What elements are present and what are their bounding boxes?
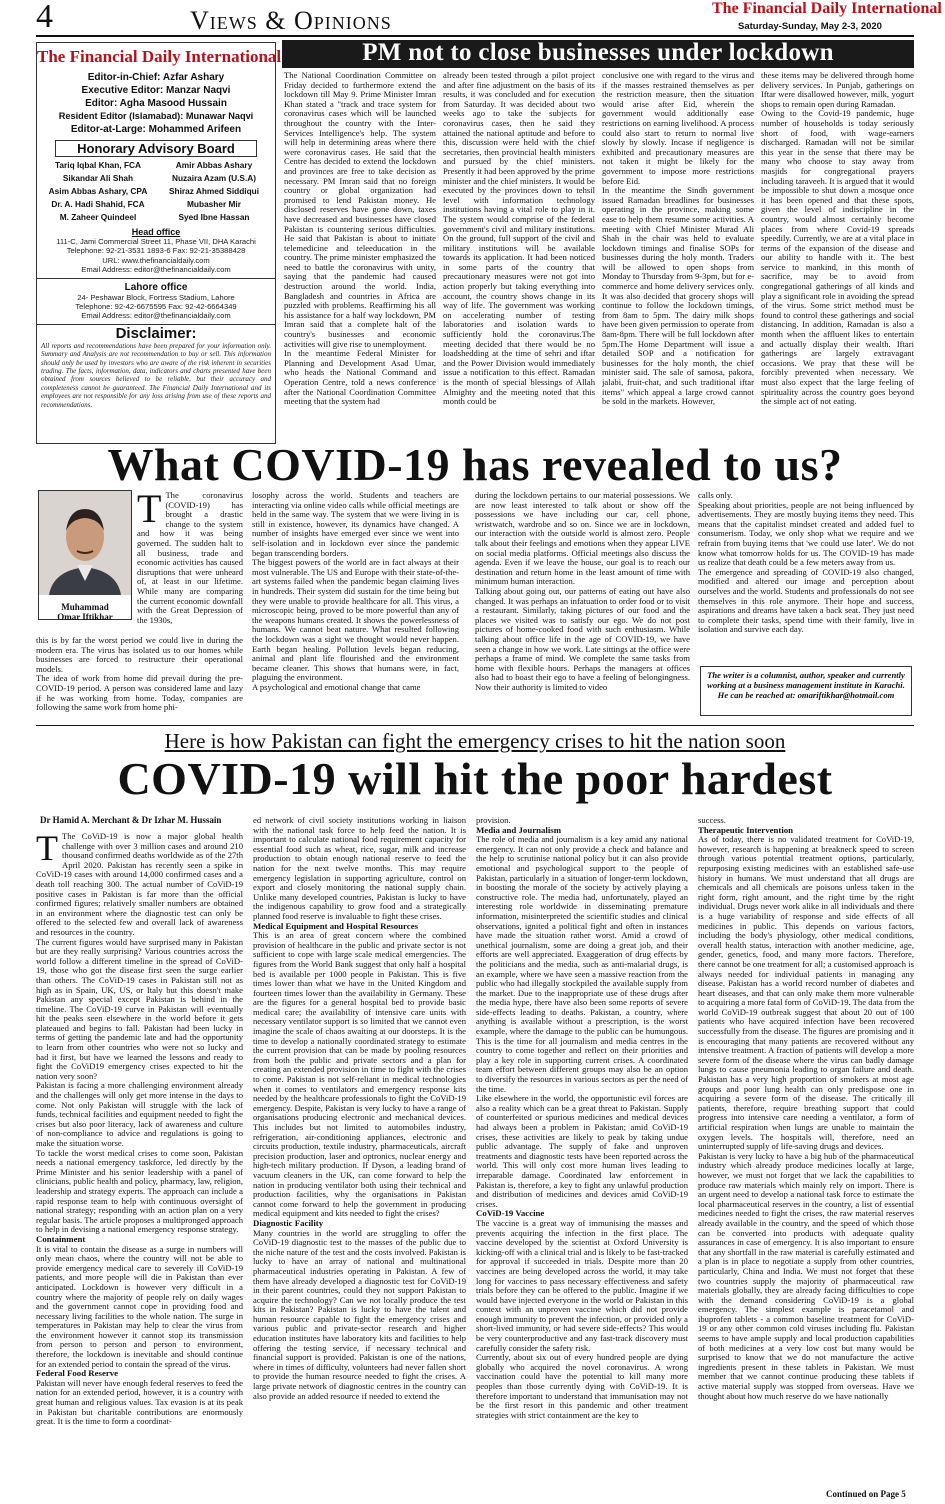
header-rule <box>36 35 914 37</box>
board-member: Tariq Iqbal Khan, FCA <box>54 160 142 170</box>
article3-intro: The CoViD-19 is now a major global health challenge with over 3 million cases and around 210 thousand confirmed deaths worldwide as of the 27th April 2020. Pakistan has recently seen a spike in CoViD-19 cases with around 14,000 confirmed cases and a death toll reaching 300. The actual number of CoViD-19 positive cases in Pakistan is far more than the official confirmed figures; relatively smaller numbers are obtained in an environment where the diagnostic test can only be offered to the selected few and overall lack of awareness and resources in the country. The current figures would have surprised many in Pakistan but are they really surprising? Various countries across the world follow a different timeline in the spread of CoViD-19, those who got the disease first seen the surge earlier than others. The CoViD-19 cases in Pakistan still not as high as in Spain, UK, US, or Italy but this doesn't make Pakistan any special except Pakistan is behind in the timeline. The CoViD-19 curve in Pakistan will eventually hit the peaks seen elsewhere in the world before it gets plateaued and begins to fall. Pakistan had been lucky in terms of getting the pandemic late and had the opportunity to learn from other countries who were not so lucky and had it first, but have we learned the lessons and ready to fight the CoViD19 emergency crises expected to hit the nation very soon? Pakistan is facing a more challenging environment already and the challenges will only get more intense in the days to come. Not only Pakistan will struggle with the lack of funds, technical facilities and equipment needed to fight the crises but also poor literacy, lack of awareness and culture of non-compliance to advice and regulations is going to make the situation worse. To tackle the worst medical crises to come soon, Pakistan needs a national emergency taskforce, led directly by the Prime Minister and his senior leadership with a panel of clinicians, public health and policy, pharmacy, law, religion, leadership and strategy experts. The approach can include a rapid response team to help with continuous oversight of national strategy; responding with an action plan on a very regular basis. The article proposes a multipronged approach to help in devising a national emergency response strategy. <box>36 832 243 1235</box>
article3-col3 <box>476 816 688 1502</box>
subhead-containment: Containment <box>36 1233 86 1244</box>
author-name: Muhammad Omar Iftikhar <box>57 602 113 622</box>
article2-col2: losophy across the world. Students and teachers are interacting via online video calls while official meetings are held in the same way. The system that we were living in is still in existence, however, its dynamics have changed. A number of insights have emerged ever since we went into self-isolation and in lockdown ever since the pandemic began transcending borders. The biggest powers of the world are in fact always at their most vulnerable. The US and Europe with their state-of-the-art systems failed when the pandemic began claiming lives in hundreds. Their system did sustain for the time being but they were unable to provide healthcare for all. This virus, a microscopic being, proved to be more powerful than any of the weapons humans created. It shows the powerlessness of humans. We cannot beat nature. What resulted following the lockdown was a sight we thought would never happen. Earth began healing. Pollution levels began reducing, animal and plant life flourished and the environment became cleaner. This shows that humans were, in fact, plaguing the environment. A psychological and emotional change that came <box>252 491 459 692</box>
board-member: M. Zaheer Quindeel <box>59 212 137 222</box>
article3-vaccine-text: The vaccine is a great way of immunising the masses and prevents acquiring the infection in the first place. The vaccine developed by the scientist at Oxford University is kicking-off with a clinical trial and is likely to be fast-tracked for approval if succeeded in trials. Despite more than 20 vaccines are being developed across the world, it may take long for vaccines to pass necessary effectiveness and safety trials before they can be offered to the public. Imagine if we would have injected everyone in the world or Pakistan in this context with an unproven vaccine which did not provide enough immunity to prevent the infection, or provided only a short-lived immunity, or had severe side-effects? This would be very counterproductive and any fast-track discovery must carefully consider the safety risk. Currently, about six out of every hundred people are dying globally who acquired the novel coronavirus. A wrong vaccination could have the potential to kill many more peoples than those currently dying with CoViD-19. It is therefore important to understand that immunisation may not be the first resort in this pandemic and other treatment strategies with strict containment are the key to <box>476 1217 688 1420</box>
address-line: Telephone: 92-42-6675595 Fax: 92-42-6664349 <box>75 302 237 312</box>
article3-col4 <box>698 816 914 1489</box>
article3-medical-text: This is an area of great concern where the combined provision of healthcare in the public and private sector is not sufficient to cope with large scale medical emergencies. The figures from the World Bank suggest that only half a hospital bed is available per 1000 people in Pakistan. This is five times lower than what we have in the United Kingdom and fourteen times lower than the availability in Germany. These are the figures for a general hospital bed to provide basic medical care; the availability of intensive care units with necessary ventilator support is so limited that we cannot even imagine the scale of chaos awaiting at our doorsteps. It is the time to develop a nationally coordinated strategy to estimate the current provision that can be made by pooling resources from both the public and private sectors and a plan for creating an extended provision in time to fight with the crises to come. Pakistan is not self-reliant in medical technologies when it comes to ventilators and emergency response kits needed by the healthcare professionals to fight the CoViD-19 emergency. Despite, Pakistan is very lucky to have a range of organisations producing electronic and mechanical devices. This includes but not limited to automobiles industry, refrigeration, air-conditioning appliances, electronic and circuits production, textile industry, pharmaceuticals, aircraft precision production, laser and optronics, nuclear energy and high-tech military production. If Dyson, a leading brand of vacuum cleaners in the UK, can come forward to help the nation in producing ventilator both using their technical and production facilities, why the organisations in Pakistan cannot come forward to help the government in producing medical equipment and kits needed to fight the crises? <box>253 930 466 1219</box>
head-office-title: Head office <box>131 227 181 237</box>
article2-col4: calls only. Speaking about priorities, people are not being influenced by advertisements. They are mostly buying items they need. This means that the capitalist mindset created and added fuel to consumerism. Today, we only shop what we require and we refrain from buying items that 'we could use later'. We do not know what tomorrow holds for us. The COVID-19 has made us realize that death could be a few meters away from us. The emergence and spreading of COVID-19 also changed, modified and altered our image and perception about ourselves and the world. Students and professionals do not see themselves in this role anymore. Their hope and success, aspirations and dreams have taken a back seat. They just need to complete their tasks, spend time with their family, live in isolation and survive each day. <box>698 491 914 635</box>
subhead-food-reserve: Federal Food Reserve <box>36 1368 119 1379</box>
article3-col3-text: provision. <box>476 816 511 825</box>
board-member: Syed Ibne Hassan <box>178 212 250 222</box>
article3-containment-text: It is vital to contain the disease as a surge in numbers will only mean chaos, where the country will not be able to provide emergency medical care to severely ill CoViD-19 patients, and more people will die in Pakistan than ever anticipated. Lockdown is however very difficult in a country where the majority of people rely on daily wages and the government cannot cope in providing food and necessary living facilities to the whole nation. The surge in temperatures in Pakistan may help to clear the virus from the environment however it cannot stop its transmission from person to person and person to environment, therefore, the lockdown is inevitable and should continue for an extended period to contain the spread of the virus. <box>36 1243 243 1369</box>
article2-intro: The coronavirus (COVID-19) has brought a drastic change to the system and how it was being governed. The sudden halt to all business, trade and economic activities has caused disruptions that were unheard of, at least in our lifetime. While many are comparing the current economic downfall with the Great Depression of the 1930s, <box>137 491 243 625</box>
continued-link[interactable]: Continued on Page 5 <box>826 1489 906 1499</box>
board-member: Asim Abbas Ashary, CPA <box>48 186 148 196</box>
board-member: Mubasher Mir <box>187 199 241 209</box>
staff-line: Editor: Agha Masood Hussain <box>85 98 227 109</box>
author-photo-frame <box>38 490 132 620</box>
article3-col4-text: success. <box>698 816 726 825</box>
section-rule <box>36 725 914 726</box>
section-title: Views & Opinions <box>190 6 392 35</box>
address-line: 24- Peshawar Block, Fortress Stadium, Lahore <box>77 292 235 302</box>
masthead-title: The Financial Daily International <box>37 47 282 66</box>
article3-kicker: Here is how Pakistan can fight the emergency crises to hit the nation soon <box>164 729 786 753</box>
article3-col1 <box>36 832 243 1502</box>
staff-line: Editor-in-Chief: Azfar Ashary <box>87 72 225 83</box>
board-member: Nuzaira Azam (U.S.A) <box>171 173 257 183</box>
email-line: Email Address: editor@thefinancialdaily.com <box>81 265 231 275</box>
article3-byline: Dr Hamid A. Merchant & Dr Izhar M. Hussain <box>40 815 222 825</box>
article3-therapeutic-text: As of today, there is no validated treatment for CoViD-19, however, research is happening at breakneck speed to screen through various potential treatment options, particularly, repurposing existing medicines with an established safe-use history in humans. We must understand that all drugs are chemicals and all chemicals are poisons unless taken in the right form, right amount, and the right time by the right individual. Drugs never work alike in all individuals and there is a huge variability of response and side effects of all medicines in public. This depends on various factors, including the body's physiology, other medical conditions, overall health status, interaction with another medicine, age, gender, genetics, food, and many more factors. Therefore, there cannot be one treatment for all; a customised approach is always needed for individual patients in managing any disease. Pakistan has a world record number of diabetes and heart diseases, and that can only make them more vulnerable to acquiring a more fatal form of CoViD-19. The data from the world CoViD-19 outbreak suggest that about 20 out of 100 patients who have acquired infection have been recovered successfully from the disease. The figures are promising and it is encouraging that many patients are recovered without any intensive treatment. A fraction of patients will develop a more severe form of the disease where the virus can badly damage lungs to cause pneumonia leading to organ failure and death. Pakistan has a very high proportion of smokers at most age groups and poor lung health can only predispose one in acquiring a severe form of the disease. The critically ill patients, therefore, require breathing support that could progress into intensive care needing a ventilator, a form of artificial respiration when lungs are unable to maintain the oxygen levels. The hospitals will, therefore, need an uninterrupted supply of life-saving drugs and devices. Pakistan is very lucky to have a big hub of the pharmaceutical industry which already produce medicines locally at large, however, we must not forget that we lack the capabilities to produce raw materials which mainly rely on import. There is an urgent need to develop a national task force to estimate the local pharmaceutical reserves in the country, a list of essential medicines needed to fight the crises, the raw material reserves already available in the country, and the speed of which those can be converted into products with adequate quality assurances in case of emergency. It is also important to ensure that any shortfall in the raw material is carefully estimated and a plan is in place to negotiate a supply from other countries, particularly, China and India. We must not forget that these two countries supply the majority of pharmaceutical raw materials globally, they are already facing difficulties to cope with the demand considering CoViD-19 is a global emergency. The simplest example is paracetamol and ibuprofen tablets - a common baseline treatment for CoViD-19 or any other common cold viruses including flu. Pakistan seems to have ample supply and local production capabilities of both medicines at a very low cost but many would be surprised to know that we do not manufacture the active ingredients present in these tablets in Pakistan. We must member that we cannot continue producing these tablets if active material supply was stopped from overseas. Have we thought about how much reserve do we have nationally <box>698 834 914 1401</box>
subhead-vaccine: CoViD-19 Vaccine <box>476 1208 545 1219</box>
address-line: 111-C, Jami Commercial Street 11, Phase VII, DHA Karachi <box>56 237 256 246</box>
article1-col1: The National Coordination Committee on Friday decided to furthermore extend the lockdown till May 9. Prime Minister Imran Khan stated a "track and trace system for coronavirus cases which will be launched throughout the country with the Inter-Services Intelligence's help. The system will help in determining areas where there were coronavirus cases. He said that the Centre has decided to extend the lockdown and provinces are free to take decision as necessary. PM Imran said that no foreign country or global organization had promised to lend Pakistan money. He disclosed reserves have gone down, taxes have decreased and businesses have closed Pakistan is countering serious difficulties. He said that Pakistan is about to initiate telemedicine and teleeducation in the country. The prime minister emphasized the need to battle the coronavirus with unity, saying that the pandemic had caused destruction around the world. India, Bangladesh and countries in Africa are puzzled with problems. Reaffirming his all his assistance for a half way lockdown, PM Imran said that a complete halt of the country's businesses and economic activities will give rise to unemployment. In the meantime Federal Minister for Planning and Development Asad Umar, who heads the National Command and Operation Centre, told a news conference after the National Coordination Committee meeting that the system had <box>284 71 436 407</box>
staff-list <box>37 71 275 136</box>
advisory-board-title: Honorary Advisory Board <box>55 140 257 157</box>
masthead-box <box>36 42 282 444</box>
article1-col4: these items may be delivered through home delivery services. In Punjab, gatherings on Iftar were disallowed however, milk, yogurt shops to remain open during Ramadan. Owing to the Covid-19 pandemic, huge number of households is today seriously short of food, with wage-earners discharged. Ramadan will not be similar this year in the sense that there may be many who choose to stay away from masjids for congregational prayers including taraveeh. It is argued that it would be impossible to shut down a mosque once it has been opened and that these spots, given the level of indiscipline in the country, would almost certainly become places from where Covid-19 spreads speedily. Currently, we are at a vital place in terms of the expansion of the disease and our ability to handle with it. The best service to mankind, in this month of sacrifice, may be to avoid from congregational gatherings of all kinds and play a significant role in avoiding the spread of the virus. Some strict method must be found to control these gatherings and social distancing. In addition, Ramadan is also a month when the affluent likes to entertain and actually display their wealth. Iftari gatherings are largely extravagant occasions. We pray that these will be forcibly prevented when necessary. We must also expect that the large feeling of spirituality across the country goes beyond the simple act of not eating. <box>761 71 914 407</box>
staff-line: Editor-at-Large: Mohammed Arifeen <box>70 124 242 135</box>
page-number: 4 <box>36 0 53 35</box>
board-member: Amir Abbas Ashary <box>175 160 253 170</box>
lahore-office <box>37 293 275 321</box>
board-member: Dr. A. Hadi Shahid, FCA <box>51 199 145 209</box>
lahore-office-title: Lahore office <box>124 281 188 293</box>
board-member: Sikandar Ali Shah <box>62 173 134 183</box>
board-member: Shiraz Ahmed Siddiqui <box>168 186 260 196</box>
subhead-media: Media and Journalism <box>476 824 562 835</box>
subhead-therapeutic: Therapeutic Intervention <box>698 824 794 835</box>
article2-headline: What COVID-19 has revealed to us? <box>107 439 843 490</box>
article3-diagnostic-text: Many countries in the world are struggling to offer the CoViD-19 diagnostic test to the masses of the public due to the niche nature of the test and the costs involved. Pakistan is lucky to have an array of national and multinational pharmaceutical industries operating in Pakistan. A few of them have already developed a diagnostic test for CoViD-19 in their parent countries, could they not support Pakistan to acquire the technology? Can we not locally produce the test kits in Pakistan? Pakistan is lucky to have the talent and human resource capable to fight the emergency crises and various public and private-sector research and higher education institutes have laboratory kits and facilities to help offering the testing service, if necessary technical and financial support is provided. Pakistan is one of the nations, where in times of difficulty, volunteers had never fallen short to provide the human resource needed to fight the crises. A large private network of diagnostic centres in the country can also provide an added resource if needed to extend the <box>253 1227 466 1401</box>
article3-col2-text: ed network of civil society institutions working in liaison with the national task force to help feed the nation. It is important to calculate national food requirement capacity for essential food such as wheat, rice, sugar, milk and increase production to obtain enough national reserve to feed the nation for the next twelve months. This may require emergency legislation in supporting agriculture, control on export and closely monitoring the national supply chain. Unlike many developed countries, Pakistan is lucky to have the indigenous capability to grow food and a strategically planned food reserve is invaluable to fight these crises. <box>253 816 466 921</box>
author-photo <box>39 491 131 595</box>
article1-headline: PM not to close businesses under lockdown <box>362 39 834 66</box>
disclaimer-text: All reports and recommendations have been prepared for your information only. Summary and Analysis are not recommendation to buy or sell. This information should only be used by investors who are aware of the risk inherent in securities trading. The facts, information, data, indicators and charts presented have been obtained from sources believed to be reliable, but their accuracy and completeness cannot be guaranteed. The Financial Daily International and its employees are not responsible for any loss arising from use of these reports and recommendations. <box>41 341 271 409</box>
subhead-medical-equipment: Medical Equipment and Hospital Resources <box>253 920 419 931</box>
drop-cap: T <box>36 832 58 868</box>
article2-col3: during the lockdown pertains to our material possessions. We are now least interested to talk about or show off the possessions we have including our car, cell phone, wristwatch, wardrobe and so on. Since we are in lockdown, our interaction with the outside world is almost zero. People talk about their feelings and emotions when they appear LIVE on social media platforms. Official meetings also discuss the agenda. Even if we leave the house, our goal is to reach our destination and return home in the least amount of time with minimum human interaction. Talking about going out, our patterns of eating out have also changed. It was perhaps an infatuation to order food or to visit a restaurant. Similarly, taking pictures of our food and the places we visited was to satisfy our ego. We do not post pictures of home-cooked food with such enthusiasm. While talking about office life in the age of COVID-19, we have seen a change in how we work. Late sittings at the office were perhaps a frame of mind. We complete the same tasks from home with flexible hours. Perhaps the managers at offices also had to boast their ego to have a feeling of belongingness. Now their authority is limited to video <box>475 491 690 692</box>
header-paper-name: The Financial Daily International <box>712 0 942 17</box>
drop-cap: T <box>137 491 162 531</box>
article1-col3: conclusive one with regard to the virus and if the masses restrained themselves as per the restriction measure, then the situation would arise after Eid, wherein the government would additionally ease restrictions on earning livelihood. A process could also start to return to normal live slowly by slowly. Incase if negligence is exhibited and precautionary measures are not taken it might be likely for the government to impose more restrictions before Eid. In the meantime the Sindh government issued Ramadan breadlines for businesses operating in the province, making some ease to help them resume some activities. A meeting with Chief Minister Murad Ali Shah in the chair was held to evaluate lockdown timings and finalise SOPs for businesses during the holy month. Traders will be allowed to open shops from Monday to Thursday from 9-3pm, but for e-commerce and home delivery services only. It was also decided that grocery shops will continue to follow the lockdown timings, from 8am to 5pm. The dairy milk shops have been given permission to operate from 8am-8pm. There will be full lockdown after 5pm.The Home Department will issue a detailed SOP and a notification for businesses for the holy month, the chief minister said. The sale of samosa, pakora, jalabi, fruit-chat, and such traditional iftar items" which appeal a large crowd cannot be sold in the markets. However, <box>602 71 754 407</box>
article3-media-text: The role of media and journalism is a key amid any national emergency. It can not only provide a check and balance and the help to scrutinise national policy but it can also provide emotional and psychological support to the people of Pakistan, particularly in a situation of longer-term lockdown, in boosting the morale of the society by actively playing a constructive role. The media had, unfortunately, played an interesting role worldwide in disseminating premature information, misinterpreted the scientific studies and clinical observations, ignited a political fight and often in instances have made the situation rather worst. Amid a crowd of unethical journalism, some are doing a great job, and their efforts are well appreciated. Exaggeration of drug effects by the politicians and the media, such as anti-malarial drugs, is an example, where we have seen a massive reaction from the public who had illegally stockpiled the available supply from the market. Due to the inappropriate use of these drugs after the media hype, there have also been some reports of severe side-effects leading to deaths. Pakistan, a country, where anything is available without a prescription, is the worst example, where the damage to the public can be humungous. This is the time for all journalism and media centres in the country to come together and reflect on their priorities and play a key role in supporting current crises. A coordinated team effort between different groups may also be an option to diversify the resources in various sectors as per the need of the time. Like elsewhere in the world, the opportunistic evil forces are also a reality which can be a great threat to Pakistan. Supply of counterfeited or spurious medicines and medical devices had always been a problem in Pakistan; amid CoViD-19 crises, these activities are likely to peak by taking undue public advantage. The supply of fake and unproven treatments and diagnostic tests have been reported across the world. This will only cost more human lives leading to irreparable damage. Coordinated law enforcement in Pakistan is, therefore, a key to fight any unlawful production and distribution of medicines and devices amid CoViD-19 crises. <box>476 834 688 1209</box>
head-office <box>37 237 275 275</box>
author-bio: The writer is a columnist, author, speaker and currently working at a business management institute in Karachi. He can be reached at: omariftikhar@hotmail.com <box>707 670 905 701</box>
article2-col1-top <box>137 491 243 635</box>
article2-col1-bottom: this is by far the worst period we could live in during the modern era. The virus has isolated us to our homes while businesses are forced to restructure their operational models. The idea of work from home did prevail during the pre-COVID-19 period. A person was considered lame and lazy if he was working from home. Today, companies are following the same work from home phi- <box>36 636 243 713</box>
article1-col2: already been tested through a pilot project and after fine adjustment on the basis of its results, it was concluded and for execution from Saturday. It was decided about two weeks ago to take the subjects for coronavirus cases, then he said they attained the national aptitude and before to this, discussion were held with the chief secretaries, then provincial health ministers and pursued by the chief ministers. Presently it had been approved by the prime minister and the chief ministers. It would be executed by the provinces down to tehsil level with information technology institutions having a vital role to play in it. The system would comprise of the federal government's civil and military institutions. On the ground, full support of the civil and military institutions will be available towards its application. It had been noticed in some parts of the country that precautionary measures were not got into action properly but taking everything into account, the country shows change in its way of life. The government was working on accelerating number of testing laboratories and isolation wards to sufficiently hold the coronavirus.The meeting decided that there would be no loadshedding at the time of sehri and iftar and the Power Division would immediately issue a notification to this effect. Ramadan is the month of special blessings of Allah Almighty and the meeting noted that this month could be <box>443 71 595 407</box>
staff-line: Executive Editor: Manzar Naqvi <box>81 85 231 96</box>
address-line: Telephone: 92-21-3531 1893-6 Fax: 92-21-35388428 <box>66 246 246 256</box>
article3-food-text: Pakistan will never have enough federal reserves to feed the nation for an extended period, however, it is a country with great human and religious values. Tax evasion is at its peak in Pakistan but charitable contributions are enormously great. It is the time to form a coordinat- <box>36 1377 243 1427</box>
article3-headline: COVID-19 will hit the poor hardest <box>117 753 833 804</box>
article3-col2 <box>253 816 466 1502</box>
disclaimer-title: Disclaimer: <box>115 324 197 342</box>
author-bio-box <box>700 666 912 716</box>
subhead-diagnostic: Diagnostic Facility <box>253 1217 324 1228</box>
header-date: Saturday-Sunday, May 2-3, 2020 <box>738 21 882 32</box>
url-line: URL: www.thefinancialdaily.com <box>102 255 210 265</box>
email-line: Email Address: editor@thefinancialdaily.com <box>81 311 231 321</box>
staff-line: Resident Editor (Islamabad): Munawar Naqvi <box>58 111 254 121</box>
advisory-board <box>37 159 275 224</box>
